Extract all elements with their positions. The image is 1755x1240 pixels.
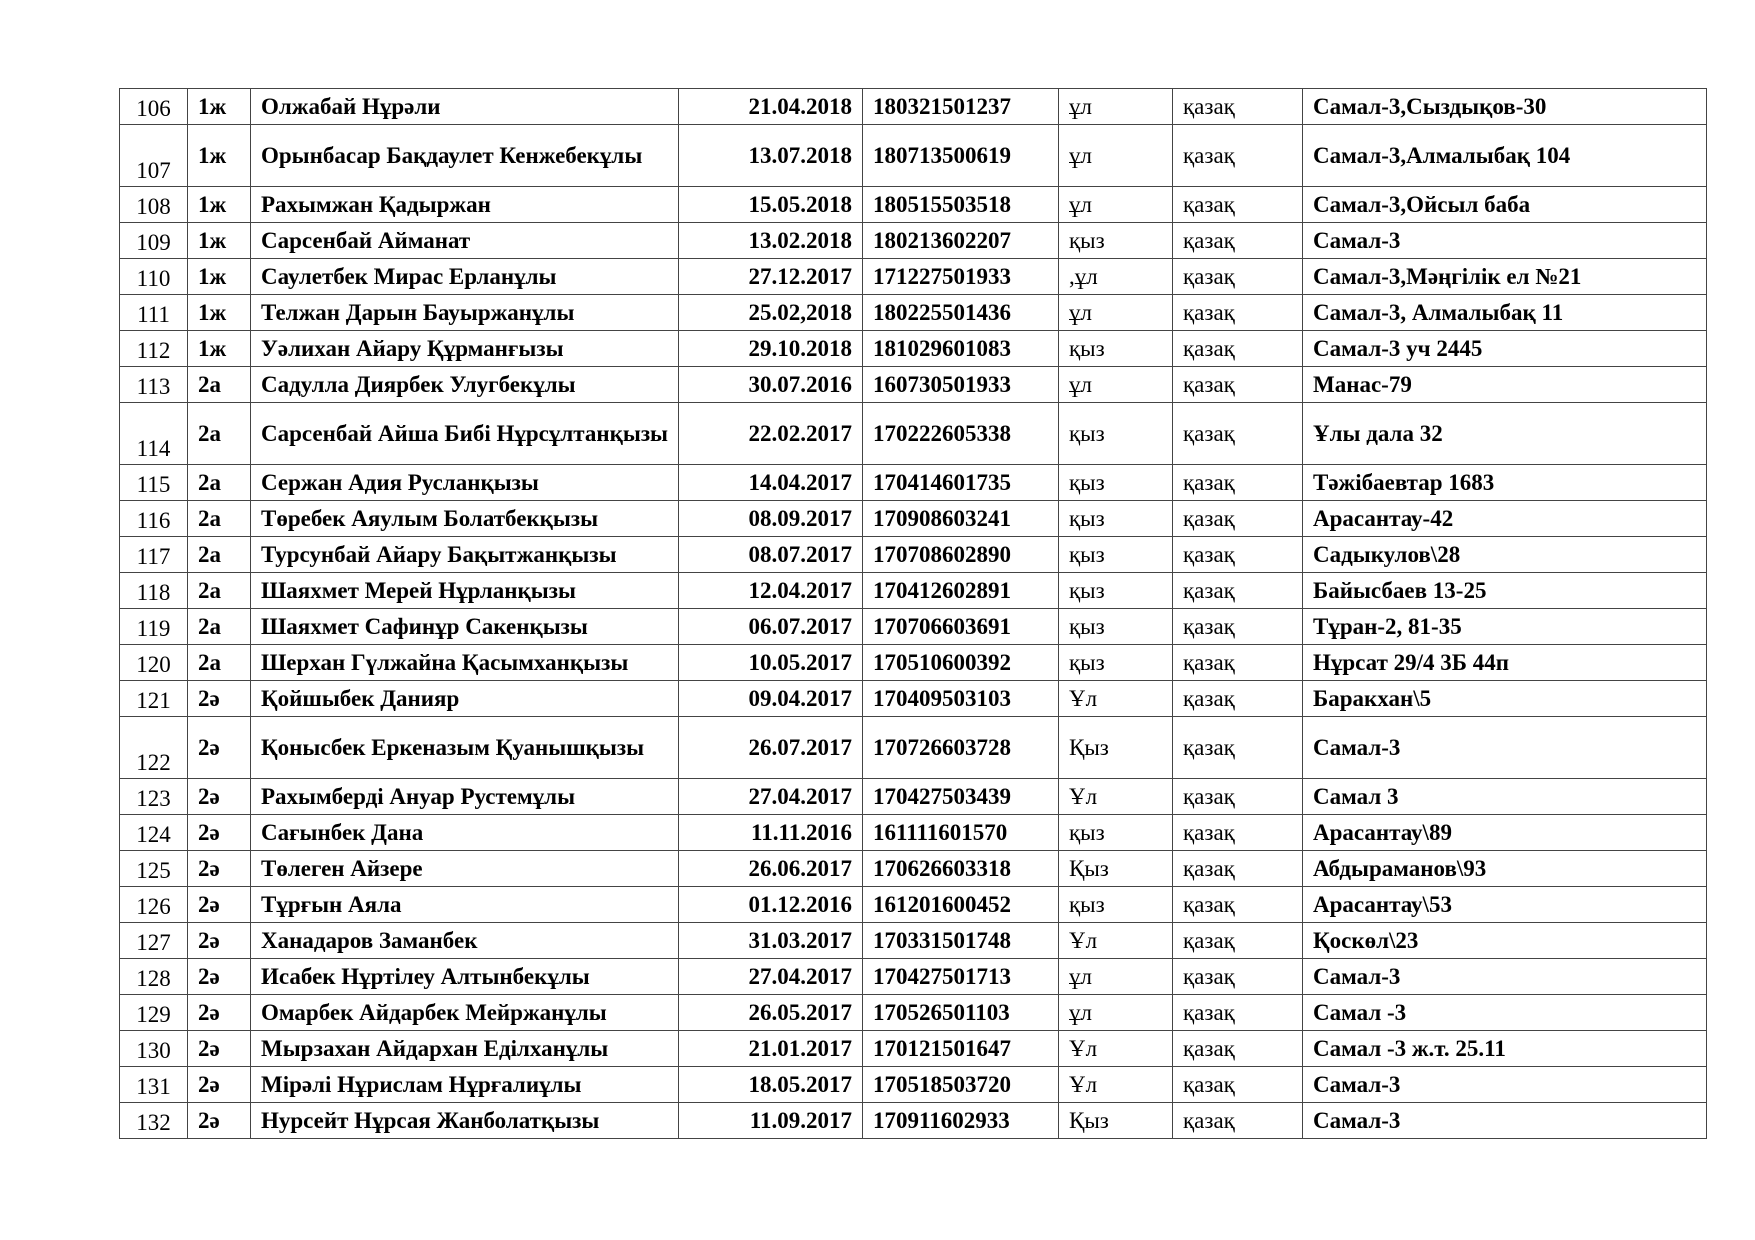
birth-date-cell: 21.04.2018 — [679, 89, 863, 125]
table-row — [120, 1103, 1707, 1139]
class-cell: 2ә — [188, 779, 251, 815]
nationality-cell: қазақ — [1173, 851, 1303, 887]
table-row — [120, 1031, 1707, 1067]
class-cell: 2а — [188, 465, 251, 501]
row-number: 106 — [120, 89, 188, 125]
table-row — [120, 815, 1707, 851]
row-number: 129 — [120, 995, 188, 1031]
gender-cell: Қыз — [1059, 717, 1173, 779]
iin-cell: 170726603728 — [863, 717, 1059, 779]
student-name-cell: Уәлихан Айару Құрманғызы — [251, 331, 679, 367]
birth-date-cell: 11.09.2017 — [679, 1103, 863, 1139]
student-name-cell: Қойшыбек Данияр — [251, 681, 679, 717]
iin-cell: 170708602890 — [863, 537, 1059, 573]
row-number: 130 — [120, 1031, 188, 1067]
iin-cell: 170412602891 — [863, 573, 1059, 609]
birth-date-cell: 22.02.2017 — [679, 403, 863, 465]
class-cell: 2а — [188, 609, 251, 645]
row-number: 127 — [120, 923, 188, 959]
iin-cell: 170526501103 — [863, 995, 1059, 1031]
student-name-cell: Турсунбай Айару Бақытжанқызы — [251, 537, 679, 573]
row-number: 132 — [120, 1103, 188, 1139]
row-number: 113 — [120, 367, 188, 403]
table-row — [120, 125, 1707, 187]
table-row — [120, 223, 1707, 259]
nationality-cell: қазақ — [1173, 815, 1303, 851]
birth-date-cell: 26.06.2017 — [679, 851, 863, 887]
table-row — [120, 645, 1707, 681]
address-cell: Самал-3,Мәңгілік ел №21 — [1303, 259, 1707, 295]
student-name-cell: Шаяхмет Мерей Нұрланқызы — [251, 573, 679, 609]
iin-cell: 170518503720 — [863, 1067, 1059, 1103]
class-cell: 2ә — [188, 1067, 251, 1103]
birth-date-cell: 15.05.2018 — [679, 187, 863, 223]
iin-cell: 170510600392 — [863, 645, 1059, 681]
gender-cell: ұл — [1059, 367, 1173, 403]
row-number: 121 — [120, 681, 188, 717]
row-number: 116 — [120, 501, 188, 537]
student-name-cell: Саулетбек Мирас Ерланұлы — [251, 259, 679, 295]
table-row — [120, 851, 1707, 887]
nationality-cell: қазақ — [1173, 717, 1303, 779]
address-cell: Ұлы дала 32 — [1303, 403, 1707, 465]
row-number: 122 — [120, 717, 188, 779]
birth-date-cell: 18.05.2017 — [679, 1067, 863, 1103]
birth-date-cell: 26.05.2017 — [679, 995, 863, 1031]
address-cell: Самал-3 — [1303, 1103, 1707, 1139]
class-cell: 2а — [188, 573, 251, 609]
address-cell: Байысбаев 13-25 — [1303, 573, 1707, 609]
gender-cell: қыз — [1059, 331, 1173, 367]
gender-cell: ұл — [1059, 959, 1173, 995]
nationality-cell: қазақ — [1173, 259, 1303, 295]
nationality-cell: қазақ — [1173, 923, 1303, 959]
gender-cell: қыз — [1059, 403, 1173, 465]
student-name-cell: Нурсейт Нұрсая Жанболатқызы — [251, 1103, 679, 1139]
address-cell: Тұран-2, 81-35 — [1303, 609, 1707, 645]
nationality-cell: қазақ — [1173, 331, 1303, 367]
class-cell: 1ж — [188, 331, 251, 367]
iin-cell: 170911602933 — [863, 1103, 1059, 1139]
student-name-cell: Олжабай Нұрәли — [251, 89, 679, 125]
student-name-cell: Сарсенбай Айша Бибі Нұрсұлтанқызы — [251, 403, 679, 465]
iin-cell: 180515503518 — [863, 187, 1059, 223]
row-number: 117 — [120, 537, 188, 573]
iin-cell: 170626603318 — [863, 851, 1059, 887]
student-name-cell: Телжан Дарын Бауыржанұлы — [251, 295, 679, 331]
row-number: 119 — [120, 609, 188, 645]
student-name-cell: Сарсенбай Айманат — [251, 223, 679, 259]
iin-cell: 170414601735 — [863, 465, 1059, 501]
class-cell: 2ә — [188, 681, 251, 717]
iin-cell: 170427501713 — [863, 959, 1059, 995]
class-cell: 1ж — [188, 295, 251, 331]
class-cell: 1ж — [188, 259, 251, 295]
gender-cell: қыз — [1059, 501, 1173, 537]
birth-date-cell: 01.12.2016 — [679, 887, 863, 923]
birth-date-cell: 27.04.2017 — [679, 959, 863, 995]
class-cell: 1ж — [188, 223, 251, 259]
student-roster-table — [119, 88, 1707, 1139]
row-number: 115 — [120, 465, 188, 501]
class-cell: 1ж — [188, 187, 251, 223]
address-cell: Самал-3 — [1303, 959, 1707, 995]
birth-date-cell: 27.12.2017 — [679, 259, 863, 295]
nationality-cell: қазақ — [1173, 501, 1303, 537]
birth-date-cell: 09.04.2017 — [679, 681, 863, 717]
address-cell: Баракхан\5 — [1303, 681, 1707, 717]
table-row — [120, 259, 1707, 295]
gender-cell: қыз — [1059, 573, 1173, 609]
table-row — [120, 331, 1707, 367]
student-name-cell: Исабек Нұртілеу Алтынбекұлы — [251, 959, 679, 995]
iin-cell: 170409503103 — [863, 681, 1059, 717]
nationality-cell: қазақ — [1173, 187, 1303, 223]
iin-cell: 170331501748 — [863, 923, 1059, 959]
address-cell: Самал-3 — [1303, 717, 1707, 779]
student-name-cell: Төлеген Айзере — [251, 851, 679, 887]
iin-cell: 161201600452 — [863, 887, 1059, 923]
nationality-cell: қазақ — [1173, 779, 1303, 815]
class-cell: 1ж — [188, 89, 251, 125]
class-cell: 2ә — [188, 959, 251, 995]
table-row — [120, 717, 1707, 779]
address-cell: Абдыраманов\93 — [1303, 851, 1707, 887]
row-number: 124 — [120, 815, 188, 851]
table-row — [120, 609, 1707, 645]
birth-date-cell: 25.02,2018 — [679, 295, 863, 331]
student-name-cell: Шаяхмет Сафинұр Сакенқызы — [251, 609, 679, 645]
table-row — [120, 887, 1707, 923]
address-cell: Самал-3,Алмалыбақ 104 — [1303, 125, 1707, 187]
table-row — [120, 501, 1707, 537]
nationality-cell: қазақ — [1173, 367, 1303, 403]
nationality-cell: қазақ — [1173, 295, 1303, 331]
class-cell: 2ә — [188, 923, 251, 959]
student-name-cell: Төребек Аяулым Болатбекқызы — [251, 501, 679, 537]
birth-date-cell: 26.07.2017 — [679, 717, 863, 779]
gender-cell: Қыз — [1059, 1103, 1173, 1139]
iin-cell: 170121501647 — [863, 1031, 1059, 1067]
class-cell: 2а — [188, 403, 251, 465]
nationality-cell: қазақ — [1173, 1067, 1303, 1103]
row-number: 118 — [120, 573, 188, 609]
class-cell: 2ә — [188, 1103, 251, 1139]
birth-date-cell: 06.07.2017 — [679, 609, 863, 645]
row-number: 109 — [120, 223, 188, 259]
table-row — [120, 573, 1707, 609]
row-number: 108 — [120, 187, 188, 223]
iin-cell: 160730501933 — [863, 367, 1059, 403]
nationality-cell: қазақ — [1173, 537, 1303, 573]
gender-cell: ұл — [1059, 125, 1173, 187]
iin-cell: 180213602207 — [863, 223, 1059, 259]
birth-date-cell: 08.09.2017 — [679, 501, 863, 537]
student-name-cell: Садулла Диярбек Улугбекұлы — [251, 367, 679, 403]
address-cell: Самал -3 ж.т. 25.11 — [1303, 1031, 1707, 1067]
gender-cell: ұл — [1059, 187, 1173, 223]
student-name-cell: Рахымжан Қадыржан — [251, 187, 679, 223]
iin-cell: 170908603241 — [863, 501, 1059, 537]
iin-cell: 180713500619 — [863, 125, 1059, 187]
iin-cell: 161111601570 — [863, 815, 1059, 851]
gender-cell: қыз — [1059, 465, 1173, 501]
iin-cell: 180321501237 — [863, 89, 1059, 125]
row-number: 120 — [120, 645, 188, 681]
table-row — [120, 89, 1707, 125]
table-row — [120, 367, 1707, 403]
gender-cell: Қыз — [1059, 851, 1173, 887]
address-cell: Самал-3,Ойсыл баба — [1303, 187, 1707, 223]
iin-cell: 170706603691 — [863, 609, 1059, 645]
student-name-cell: Омарбек Айдарбек Мейржанұлы — [251, 995, 679, 1031]
gender-cell: Ұл — [1059, 1067, 1173, 1103]
class-cell: 2ә — [188, 995, 251, 1031]
iin-cell: 170222605338 — [863, 403, 1059, 465]
gender-cell: ұл — [1059, 995, 1173, 1031]
gender-cell: ұл — [1059, 295, 1173, 331]
table-row — [120, 403, 1707, 465]
nationality-cell: қазақ — [1173, 959, 1303, 995]
birth-date-cell: 29.10.2018 — [679, 331, 863, 367]
student-name-cell: Қонысбек Еркеназым Қуанышқызы — [251, 717, 679, 779]
gender-cell: қыз — [1059, 887, 1173, 923]
row-number: 112 — [120, 331, 188, 367]
iin-cell: 181029601083 — [863, 331, 1059, 367]
address-cell: Самал -3 — [1303, 995, 1707, 1031]
class-cell: 2ә — [188, 815, 251, 851]
address-cell: Самал-3 уч 2445 — [1303, 331, 1707, 367]
gender-cell: қыз — [1059, 609, 1173, 645]
row-number: 125 — [120, 851, 188, 887]
address-cell: Тәжібаевтар 1683 — [1303, 465, 1707, 501]
roster-body — [120, 89, 1707, 1139]
address-cell: Самал-3, Алмалыбақ 11 — [1303, 295, 1707, 331]
birth-date-cell: 12.04.2017 — [679, 573, 863, 609]
gender-cell: ұл — [1059, 89, 1173, 125]
nationality-cell: қазақ — [1173, 573, 1303, 609]
table-row — [120, 465, 1707, 501]
nationality-cell: қазақ — [1173, 1103, 1303, 1139]
nationality-cell: қазақ — [1173, 223, 1303, 259]
nationality-cell: қазақ — [1173, 887, 1303, 923]
class-cell: 1ж — [188, 125, 251, 187]
birth-date-cell: 27.04.2017 — [679, 779, 863, 815]
gender-cell: Ұл — [1059, 923, 1173, 959]
class-cell: 2ә — [188, 851, 251, 887]
birth-date-cell: 11.11.2016 — [679, 815, 863, 851]
birth-date-cell: 10.05.2017 — [679, 645, 863, 681]
class-cell: 2ә — [188, 717, 251, 779]
student-name-cell: Тұрғын Аяла — [251, 887, 679, 923]
table-row — [120, 187, 1707, 223]
address-cell: Самал-3 — [1303, 1067, 1707, 1103]
gender-cell: Ұл — [1059, 1031, 1173, 1067]
table-row — [120, 779, 1707, 815]
nationality-cell: қазақ — [1173, 995, 1303, 1031]
address-cell: Самал-3,Сыздықов-30 — [1303, 89, 1707, 125]
nationality-cell: қазақ — [1173, 125, 1303, 187]
table-row — [120, 1067, 1707, 1103]
class-cell: 2а — [188, 537, 251, 573]
class-cell: 2а — [188, 501, 251, 537]
gender-cell: қыз — [1059, 537, 1173, 573]
nationality-cell: қазақ — [1173, 403, 1303, 465]
address-cell: Нұрсат 29/4 3Б 44п — [1303, 645, 1707, 681]
nationality-cell: қазақ — [1173, 1031, 1303, 1067]
class-cell: 2а — [188, 645, 251, 681]
birth-date-cell: 13.07.2018 — [679, 125, 863, 187]
class-cell: 2а — [188, 367, 251, 403]
iin-cell: 171227501933 — [863, 259, 1059, 295]
student-name-cell: Сержан Адия Русланқызы — [251, 465, 679, 501]
row-number: 114 — [120, 403, 188, 465]
address-cell: Арасантау-42 — [1303, 501, 1707, 537]
nationality-cell: қазақ — [1173, 609, 1303, 645]
student-name-cell: Мырзахан Айдархан Еділханұлы — [251, 1031, 679, 1067]
student-name-cell: Ханадаров Заманбек — [251, 923, 679, 959]
birth-date-cell: 30.07.2016 — [679, 367, 863, 403]
student-name-cell: Сағынбек Дана — [251, 815, 679, 851]
class-cell: 2ә — [188, 1031, 251, 1067]
iin-cell: 170427503439 — [863, 779, 1059, 815]
student-name-cell: Орынбасар Бақдаулет Кенжебекұлы — [251, 125, 679, 187]
nationality-cell: қазақ — [1173, 645, 1303, 681]
table-row — [120, 959, 1707, 995]
birth-date-cell: 08.07.2017 — [679, 537, 863, 573]
table-row — [120, 537, 1707, 573]
address-cell: Самал 3 — [1303, 779, 1707, 815]
nationality-cell: қазақ — [1173, 465, 1303, 501]
birth-date-cell: 21.01.2017 — [679, 1031, 863, 1067]
row-number: 110 — [120, 259, 188, 295]
address-cell: Манас-79 — [1303, 367, 1707, 403]
gender-cell: Ұл — [1059, 779, 1173, 815]
row-number: 123 — [120, 779, 188, 815]
table-row — [120, 995, 1707, 1031]
gender-cell: қыз — [1059, 223, 1173, 259]
address-cell: Самал-3 — [1303, 223, 1707, 259]
row-number: 126 — [120, 887, 188, 923]
table-row — [120, 681, 1707, 717]
student-name-cell: Рахымберді Ануар Рустемұлы — [251, 779, 679, 815]
student-name-cell: Шерхан Гүлжайна Қасымханқызы — [251, 645, 679, 681]
nationality-cell: қазақ — [1173, 89, 1303, 125]
gender-cell: қыз — [1059, 645, 1173, 681]
gender-cell: ,ұл — [1059, 259, 1173, 295]
table-row — [120, 295, 1707, 331]
address-cell: Қоскөл\23 — [1303, 923, 1707, 959]
gender-cell: Ұл — [1059, 681, 1173, 717]
birth-date-cell: 31.03.2017 — [679, 923, 863, 959]
address-cell: Садыкулов\28 — [1303, 537, 1707, 573]
row-number: 111 — [120, 295, 188, 331]
row-number: 107 — [120, 125, 188, 187]
table-row — [120, 923, 1707, 959]
address-cell: Арасантау\53 — [1303, 887, 1707, 923]
row-number: 128 — [120, 959, 188, 995]
class-cell: 2ә — [188, 887, 251, 923]
address-cell: Арасантау\89 — [1303, 815, 1707, 851]
birth-date-cell: 13.02.2018 — [679, 223, 863, 259]
iin-cell: 180225501436 — [863, 295, 1059, 331]
row-number: 131 — [120, 1067, 188, 1103]
gender-cell: қыз — [1059, 815, 1173, 851]
nationality-cell: қазақ — [1173, 681, 1303, 717]
birth-date-cell: 14.04.2017 — [679, 465, 863, 501]
student-name-cell: Мірәлі Нұрислам Нұрғалиұлы — [251, 1067, 679, 1103]
